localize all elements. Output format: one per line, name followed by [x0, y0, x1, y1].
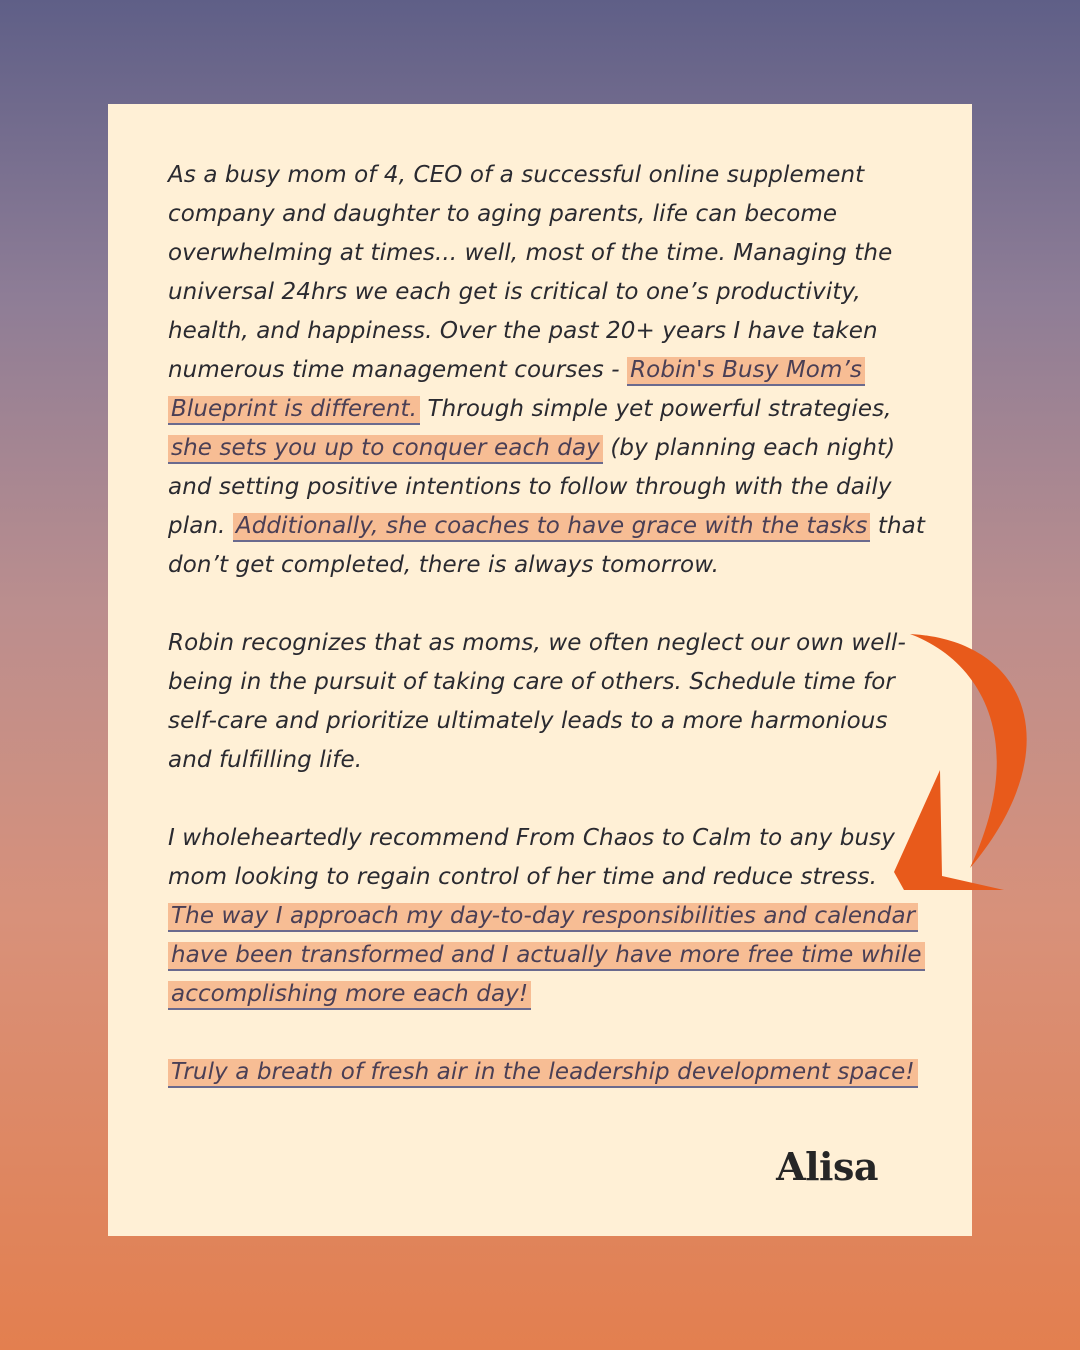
p1-highlight-grace: Additionally, she coaches to have grace with the tasks: [233, 513, 871, 542]
p4-highlight: Truly a breath of fresh air in the leadership development space!: [168, 1059, 918, 1088]
signature-name: Alisa: [776, 1144, 878, 1189]
testimonial-paragraph-1: [168, 156, 928, 585]
p1-highlight-blueprint: Robin's Busy Mom’s Blueprint is different.: [168, 357, 865, 425]
testimonial-paragraph-4: [168, 1053, 928, 1092]
p3-text: I wholeheartedly recommend From Chaos to Calm to any busy mom looking to regain control of her time and reduce stress.: [168, 825, 895, 890]
testimonial-paragraph-3: [168, 819, 928, 1014]
curved-arrow-icon: [880, 620, 1050, 910]
p3-highlight: The way I approach my day-to-day responsibilities and calendar have been transformed and I actually have more free time while accomplishing more each day!: [168, 903, 925, 1010]
p1-text-4: that don’t get completed, there is always tomorrow.: [168, 513, 925, 578]
p1-text-3: (by planning each night) and setting positive intentions to follow through with the daily plan.: [168, 435, 896, 539]
testimonial-body: [168, 156, 928, 1092]
p1-highlight-conquer: she sets you up to conquer each day: [168, 435, 603, 464]
p1-text-1: As a busy mom of 4, CEO of a successful online supplement company and daughter to aging parents, life can become overwhelming at times... well, most of the time. Managing the universal 24hrs we each get is critical to one’s productivity, health, and happiness. Over the past 20+ years I have taken numerous time management courses -: [168, 162, 893, 383]
testimonial-paragraph-2: Robin recognizes that as moms, we often neglect our own well-being in the pursuit of taking care of others. Schedule time for self-care and prioritize ultimately leads to a more harmonious and fulfilling life.: [168, 630, 906, 773]
testimonial-card: [108, 104, 972, 1236]
p1-text-2: Through simple yet powerful strategies,: [420, 396, 892, 422]
